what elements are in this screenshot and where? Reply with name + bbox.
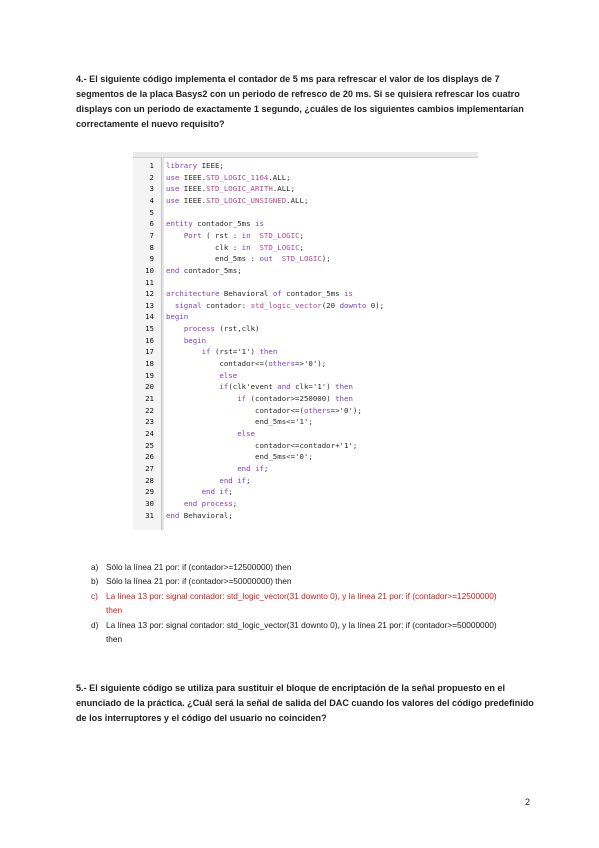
question-4-text: 4.- El siguiente código implementa el contador de 5 ms para refrescar el valor de los displays de 7 segmentos de la placa Basys2 con un periodo de refresco de 20 ms. Si se quisiera refrescar los cuatro displays con un periodo de exactamente 1 segundo, ¿cuáles de los siguientes cambios implementarían correctamente el nuevo requisito? (76, 74, 524, 129)
line-number: 13 (145, 300, 154, 310)
code-line (133, 440, 478, 451)
code-line (133, 405, 478, 416)
code-line (133, 463, 478, 474)
line-number: 11 (145, 277, 154, 287)
line-number: 23 (145, 417, 154, 427)
code-line (133, 195, 478, 206)
line-number: 3 (149, 184, 154, 194)
code-text: use IEEE.STD_LOGIC_1164.ALL; (166, 172, 291, 182)
option-d-text: La línea 13 por: signal contador: std_logic_vector(31 downto 0), y la línea 21 por: if (contador>=50000000) then (106, 620, 497, 644)
line-number: 28 (145, 475, 154, 485)
code-text: if (rst='1') then (201, 347, 278, 357)
option-a-text: Sólo la línea 21 por: if (contador>=12500000) then (106, 562, 292, 572)
code-line (133, 393, 478, 404)
code-text: architecture Behavioral of contador_5ms is (166, 289, 353, 299)
code-text: end if; (219, 475, 251, 485)
line-number: 18 (145, 359, 154, 369)
code-listing (133, 152, 478, 531)
code-line (133, 323, 478, 334)
line-number: 16 (145, 335, 154, 345)
code-text: end Behavioral; (166, 510, 233, 520)
code-line (133, 218, 478, 229)
code-line (133, 486, 478, 497)
line-number: 27 (145, 463, 154, 473)
option-a-label: a) (91, 562, 99, 572)
code-line (133, 358, 478, 369)
code-line (133, 160, 478, 171)
code-line (133, 242, 478, 253)
code-line (133, 265, 478, 276)
code-line (133, 288, 478, 299)
code-line (133, 183, 478, 194)
code-line (133, 253, 478, 264)
code-line (133, 277, 478, 288)
code-line (133, 475, 478, 486)
code-line (133, 311, 478, 322)
line-number: 17 (145, 347, 154, 357)
line-number: 5 (149, 207, 154, 217)
option-b-label: b) (91, 576, 99, 586)
code-text: end if; (201, 487, 233, 497)
code-text: else (219, 370, 238, 380)
code-line (133, 416, 478, 427)
code-text: end_5ms : out STD_LOGIC); (166, 254, 331, 264)
option-c-text: La línea 13 por: signal contador: std_logic_vector(31 downto 0), y la línea 21 por: if (contador>=12500000) then (106, 591, 497, 615)
line-number: 14 (145, 312, 154, 322)
code-text: contador<=(others=>'0'); (166, 359, 327, 369)
code-text: library IEEE; (166, 161, 224, 170)
question-5-text: 5.- El siguiente código se utiliza para sustituir el bloque de encriptación de la señal propuesto en el enunciado de la práctica. ¿Cuál será la señal de salida del DAC cuando los valores del código predefinido de los interruptores y el código del usuario no coinciden? (76, 683, 534, 723)
code-text: process (rst,clk) (183, 324, 260, 334)
line-number: 2 (149, 172, 154, 182)
code-text: use IEEE.STD_LOGIC_ARITH.ALL; (166, 184, 296, 194)
option-c-label: c) (91, 591, 98, 601)
code-text: Port ( rst : in STD_LOGIC; (183, 230, 304, 240)
line-number: 22 (145, 405, 154, 415)
code-text: if (contador>=250000) then (237, 394, 353, 403)
line-number: 19 (145, 370, 154, 380)
line-number: 26 (145, 452, 154, 462)
code-line (133, 172, 478, 183)
code-line (133, 428, 478, 439)
code-text: end_5ms<='0'; (166, 452, 313, 462)
line-number: 4 (149, 195, 154, 205)
page-number: 2 (525, 797, 531, 807)
line-number: 6 (149, 219, 154, 229)
code-line (133, 300, 478, 311)
code-text: signal contador: std_logic_vector(20 downto 0); (174, 300, 385, 310)
line-number: 30 (145, 498, 154, 508)
code-text: end contador_5ms; (166, 265, 242, 275)
line-number: 7 (149, 230, 154, 240)
line-number: 31 (145, 510, 154, 520)
code-text: if(clk'event and clk='1') then (219, 382, 353, 392)
code-line (133, 230, 478, 241)
line-number: 10 (145, 265, 154, 275)
editor-top-bar (133, 152, 478, 158)
option-d-label: d) (91, 620, 99, 630)
line-number: 12 (145, 289, 154, 299)
line-number: 29 (145, 487, 154, 497)
code-line (133, 346, 478, 357)
code-text: end if; (237, 463, 269, 473)
code-text: begin (183, 335, 207, 345)
code-text: end_5ms<='1'; (166, 417, 313, 427)
line-number: 15 (145, 324, 154, 334)
code-line (133, 451, 478, 462)
code-text: begin (166, 312, 189, 322)
line-number: 20 (145, 382, 154, 392)
code-text: use IEEE.STD_LOGIC_UNSIGNED.ALL; (166, 195, 309, 205)
line-number: 8 (149, 242, 154, 252)
code-line (133, 381, 478, 392)
code-text: entity contador_5ms is (166, 219, 264, 229)
code-line (133, 335, 478, 346)
line-number: 25 (145, 440, 154, 450)
code-text: end process; (183, 498, 238, 508)
line-number: 9 (149, 254, 154, 264)
code-line (133, 498, 478, 509)
code-text: contador<=(others=>'0'); (166, 405, 362, 415)
code-text: else (237, 428, 256, 438)
line-number: 24 (145, 428, 154, 438)
code-line (133, 207, 478, 218)
code-text: clk : in STD_LOGIC; (166, 242, 304, 252)
code-text: contador<=contador+'1'; (166, 440, 358, 450)
code-line (133, 510, 478, 521)
line-number: 1 (149, 161, 154, 170)
code-line (133, 370, 478, 381)
option-b-text: Sólo la línea 21 por: if (contador>=50000000) then (106, 576, 292, 586)
line-number: 21 (145, 394, 154, 403)
